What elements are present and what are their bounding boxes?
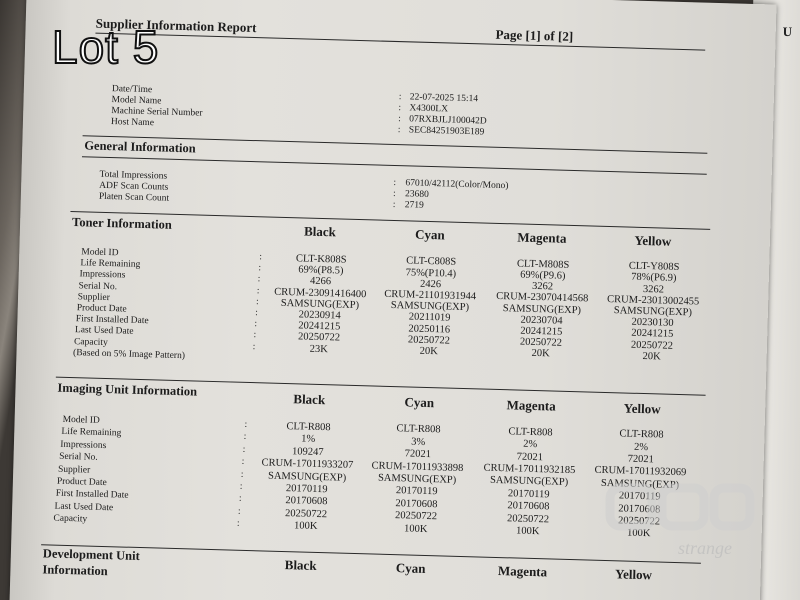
toner-cell: 20241215 xyxy=(631,328,674,341)
meta-colon: : xyxy=(398,103,402,114)
imaging-column-header: Black xyxy=(293,391,326,408)
imaging-colon: : xyxy=(236,518,240,529)
imaging-cell: 20250722 xyxy=(617,515,661,528)
imaging-cell: CRUM-17011933207 xyxy=(261,457,354,472)
imaging-cell: CLT-R808 xyxy=(508,426,553,439)
imaging-column-header: Yellow xyxy=(623,400,661,417)
imaging-row-label: Life Remaining xyxy=(61,427,122,439)
general-value: 67010/42112(Color/Mono) xyxy=(405,178,509,192)
imaging-row-label: Serial No. xyxy=(59,451,98,464)
toner-row-label: Model ID xyxy=(81,247,119,259)
imaging-cell: 100K xyxy=(293,520,318,533)
watermark-logo xyxy=(600,480,760,540)
imaging-cell: 20170608 xyxy=(395,497,438,511)
toner-cell: CRUM-23070414568 xyxy=(495,291,589,305)
toner-cell: CLT-Y808S xyxy=(628,260,680,274)
imaging-cell: 20170119 xyxy=(507,488,550,501)
toner-row-label: Last Used Date xyxy=(74,325,134,338)
toner-cell: 69%(P9.6) xyxy=(520,269,566,282)
toner-section-title: Toner Information xyxy=(71,215,172,232)
imaging-cell: 2% xyxy=(633,441,649,453)
toner-colon: : xyxy=(255,308,258,319)
development-column-header: Cyan xyxy=(395,560,426,577)
adjacent-page-fragment: U xyxy=(782,24,793,39)
imaging-cell: 20170608 xyxy=(285,495,328,508)
toner-cell: 20250722 xyxy=(407,334,451,347)
imaging-row-label: Model ID xyxy=(62,414,100,426)
imaging-cell: SAMSUNG(EXP) xyxy=(267,470,347,484)
imaging-cell: 20170119 xyxy=(285,483,328,496)
meta-label: Date/Time xyxy=(111,84,153,96)
toner-cell: CLT-C808S xyxy=(406,255,457,269)
imaging-colon: : xyxy=(241,457,245,468)
toner-cell: 20250722 xyxy=(519,336,563,349)
imaging-cell: 72021 xyxy=(627,453,655,466)
toner-cell: 20230130 xyxy=(631,316,674,330)
imaging-colon: : xyxy=(237,506,241,517)
meta-label: Host Name xyxy=(110,117,155,129)
imaging-cell: 20250722 xyxy=(284,507,328,521)
general-label: Platen Scan Count xyxy=(98,191,170,204)
imaging-cell: CRUM-17011933898 xyxy=(371,460,464,474)
toner-column-header: Black xyxy=(303,223,337,240)
meta-colon: : xyxy=(398,92,402,103)
toner-cell: 4266 xyxy=(309,276,332,288)
toner-row-label: Serial No. xyxy=(78,280,118,292)
toner-cell: SAMSUNG(EXP) xyxy=(613,305,693,319)
imaging-cell: 20170608 xyxy=(618,502,661,516)
toner-cell: CRUM-23091416400 xyxy=(274,286,367,300)
general-colon: : xyxy=(393,177,397,189)
imaging-column-header: Magenta xyxy=(506,397,556,414)
toner-cell: 20211019 xyxy=(408,311,451,324)
imaging-row-label: Capacity xyxy=(53,513,88,525)
lot-label: Lot 5 xyxy=(52,21,160,73)
toner-colon: : xyxy=(255,296,259,308)
toner-cell: CLT-K808S xyxy=(295,253,347,266)
general-value: 2719 xyxy=(404,200,424,211)
imaging-cell: 1% xyxy=(301,433,316,446)
imaging-row-label: Product Date xyxy=(56,476,107,489)
meta-value: SEC84251903E189 xyxy=(408,125,485,138)
imaging-cell: SAMSUNG(EXP) xyxy=(377,472,457,486)
toner-cell: 20250116 xyxy=(408,323,451,336)
imaging-section-title: Imaging Unit Information xyxy=(57,380,198,399)
toner-colon: : xyxy=(254,319,258,330)
imaging-row-label: Last Used Date xyxy=(54,501,114,514)
toner-cell: 20K xyxy=(531,348,550,360)
imaging-cell: 20250722 xyxy=(394,510,438,523)
imaging-colon: : xyxy=(242,444,246,455)
meta-label: Model Name xyxy=(111,95,162,107)
toner-cell: 20241215 xyxy=(520,325,563,338)
meta-label: Machine Serial Number xyxy=(111,106,203,119)
imaging-row-label: First Installed Date xyxy=(55,489,129,502)
general-colon: : xyxy=(392,188,396,200)
toner-cell: 20230704 xyxy=(520,314,563,327)
toner-cell: CLT-M808S xyxy=(516,258,570,271)
toner-column-header: Magenta xyxy=(517,229,567,246)
toner-column-header: Yellow xyxy=(634,232,672,249)
imaging-colon: : xyxy=(244,419,248,430)
imaging-cell: 100K xyxy=(515,525,540,538)
meta-colon: : xyxy=(397,125,401,136)
imaging-cell: 100K xyxy=(626,528,651,540)
imaging-cell: 72021 xyxy=(516,451,544,463)
imaging-cell: CLT-R808 xyxy=(286,421,331,434)
toner-cell: 69%(P8.5) xyxy=(298,264,344,277)
page-indicator: Page [1] of [2] xyxy=(495,26,574,44)
divider xyxy=(95,33,705,51)
toner-colon: : xyxy=(253,330,257,341)
toner-row-label: Supplier xyxy=(77,291,110,303)
toner-cell: 20K xyxy=(642,350,661,363)
imaging-column-header: Cyan xyxy=(404,394,435,411)
imaging-cell: 2% xyxy=(522,438,538,451)
divider xyxy=(82,156,707,174)
imaging-cell: SAMSUNG(EXP) xyxy=(600,477,680,491)
development-section-title-cont: Information xyxy=(42,562,108,579)
toner-row-label: (Based on 5% Image Pattern) xyxy=(72,347,186,362)
imaging-cell: 20250722 xyxy=(506,512,550,526)
report-title: Supplier Information Report xyxy=(95,15,257,36)
imaging-cell: 3% xyxy=(411,436,426,448)
meta-value: 22-07-2025 15:14 xyxy=(409,92,479,105)
toner-cell: SAMSUNG(EXP) xyxy=(280,297,360,311)
development-column-header: Black xyxy=(284,557,317,573)
imaging-cell: 109247 xyxy=(291,446,324,458)
toner-cell: 20K xyxy=(419,345,438,358)
general-label: Total Impressions xyxy=(99,169,168,182)
toner-cell: 75%(P10.4) xyxy=(405,266,457,280)
imaging-colon: : xyxy=(240,469,244,480)
imaging-cell: SAMSUNG(EXP) xyxy=(489,475,569,489)
watermark-text: strange xyxy=(678,538,732,558)
toner-row-label: Impressions xyxy=(79,269,126,281)
toner-cell: 20250722 xyxy=(630,339,674,352)
toner-cell: 2426 xyxy=(419,278,442,291)
toner-cell: 3262 xyxy=(642,283,665,296)
toner-row-label: Capacity xyxy=(73,336,108,348)
toner-colon: : xyxy=(259,252,263,263)
toner-cell: 20230914 xyxy=(298,309,341,322)
development-column-header: Magenta xyxy=(497,563,548,580)
imaging-cell: 20170119 xyxy=(618,490,661,503)
toner-row-label: Life Remaining xyxy=(80,258,141,271)
general-label: ADF Scan Counts xyxy=(99,180,169,193)
toner-row-label: First Installed Date xyxy=(75,314,149,327)
meta-value: X4300LX xyxy=(409,103,449,115)
imaging-colon: : xyxy=(238,494,242,505)
toner-cell: CRUM-23013002455 xyxy=(606,293,700,308)
imaging-cell: 100K xyxy=(403,522,428,535)
toner-cell: 78%(P6.9) xyxy=(631,272,677,285)
toner-colon: : xyxy=(252,341,256,352)
imaging-row-label: Impressions xyxy=(60,439,107,451)
imaging-cell: CLT-R808 xyxy=(619,428,664,441)
development-column-header: Yellow xyxy=(614,566,653,583)
development-section-title: Development Unit xyxy=(42,546,140,564)
toner-cell: 23K xyxy=(309,343,328,355)
imaging-colon: : xyxy=(239,481,243,492)
imaging-row-label: Supplier xyxy=(57,464,91,476)
toner-colon: : xyxy=(257,274,261,285)
toner-cell: 20250722 xyxy=(297,331,341,344)
imaging-cell: CRUM-17011932069 xyxy=(594,465,687,479)
toner-cell: SAMSUNG(EXP) xyxy=(502,302,582,316)
imaging-cell: CLT-R808 xyxy=(396,423,441,436)
general-colon: : xyxy=(392,199,396,211)
toner-cell: SAMSUNG(EXP) xyxy=(390,300,470,314)
meta-value: 07RXBJLJ100042D xyxy=(409,114,487,127)
imaging-colon: : xyxy=(243,432,247,443)
toner-colon: : xyxy=(258,263,262,274)
toner-cell: CRUM-21101931944 xyxy=(384,288,477,303)
imaging-cell: CRUM-17011932185 xyxy=(483,462,576,477)
toner-column-header: Cyan xyxy=(414,226,445,243)
toner-cell: 20241215 xyxy=(298,320,341,333)
toner-row-label: Product Date xyxy=(76,303,127,315)
general-value: 23680 xyxy=(404,189,429,200)
toner-colon: : xyxy=(256,285,260,296)
toner-cell: 3262 xyxy=(531,281,554,293)
meta-colon: : xyxy=(398,114,401,125)
general-section-title: General Information xyxy=(84,138,196,156)
imaging-cell: 20170119 xyxy=(395,485,438,498)
imaging-cell: 72021 xyxy=(404,448,432,461)
imaging-cell: 20170608 xyxy=(507,500,550,513)
